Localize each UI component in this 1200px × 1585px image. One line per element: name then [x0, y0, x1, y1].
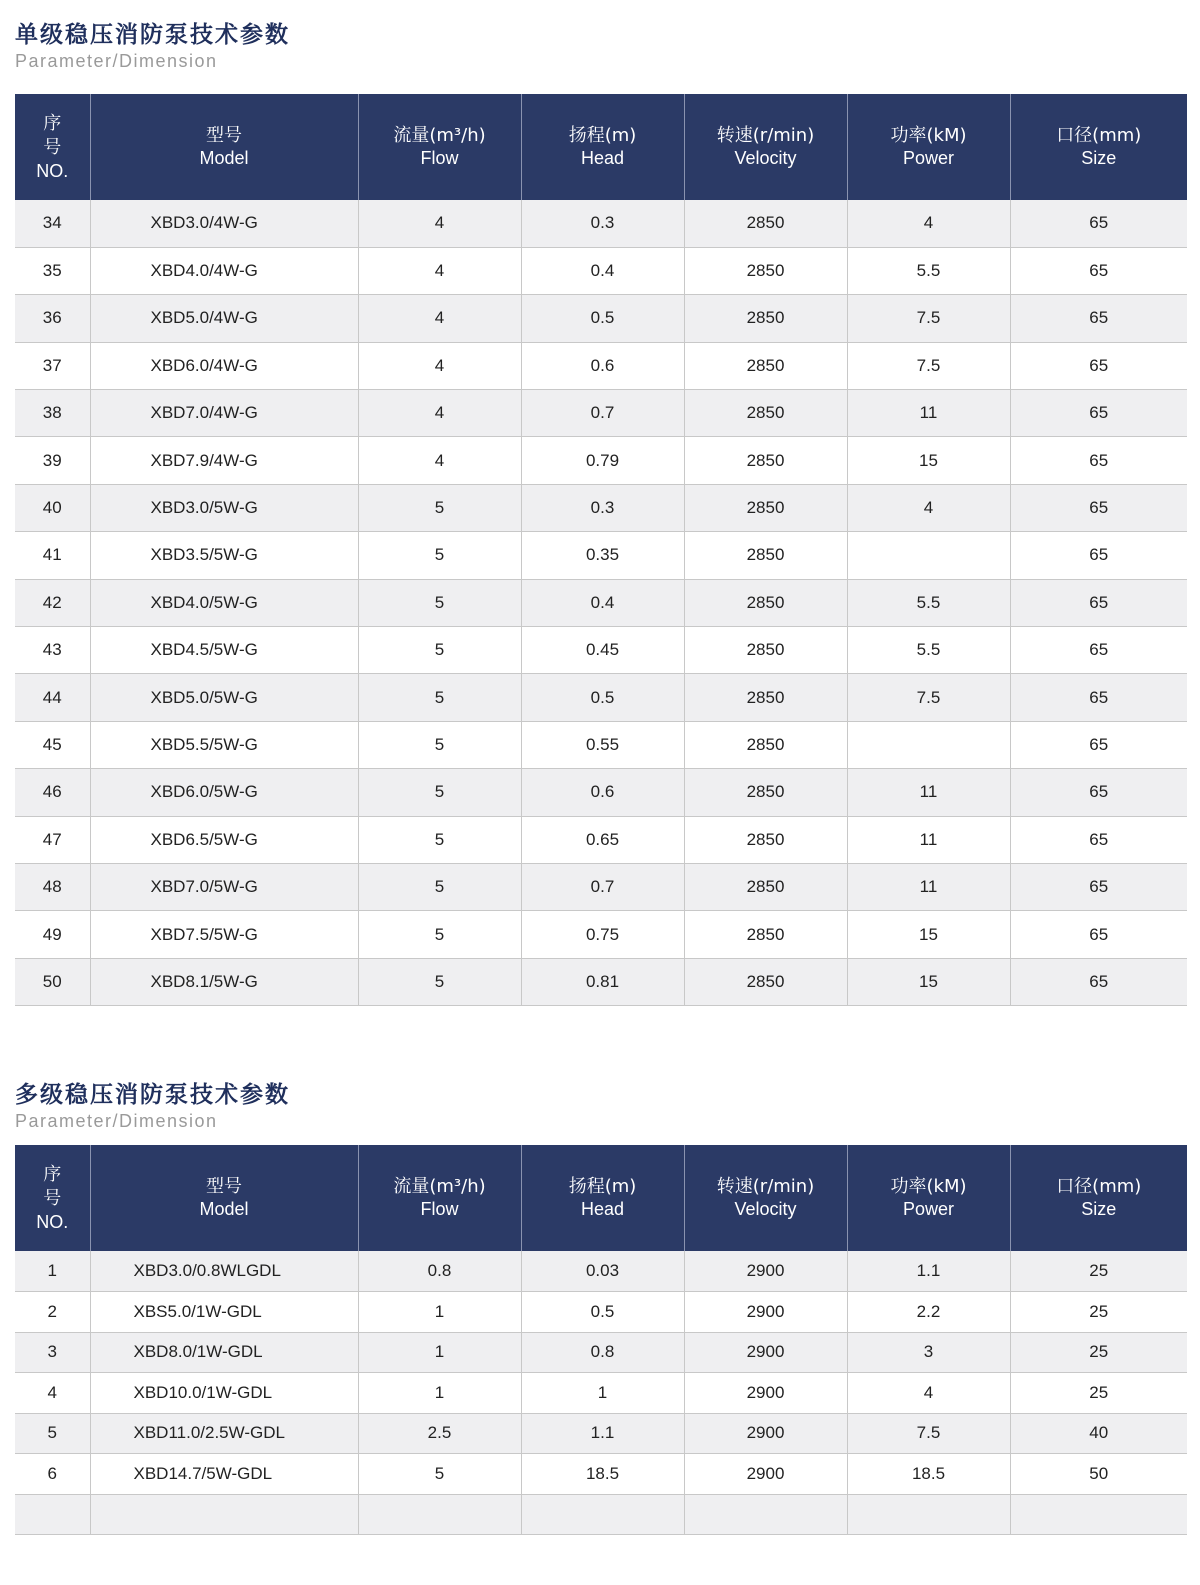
cell-power — [847, 1494, 1010, 1535]
header-no — [15, 1145, 90, 1251]
cell-power: 4 — [847, 1373, 1010, 1414]
cell-velocity: 2850 — [684, 390, 847, 437]
cell-head: 0.8 — [521, 1332, 684, 1373]
cell-head: 1 — [521, 1373, 684, 1414]
cell-flow: 1 — [358, 1332, 521, 1373]
cell-power: 11 — [847, 863, 1010, 910]
cell-no: 42 — [15, 579, 90, 626]
table-wrapper — [15, 1145, 1187, 1535]
cell-size: 65 — [1010, 247, 1187, 294]
cell-flow: 5 — [358, 1454, 521, 1495]
header-velocity — [684, 94, 847, 200]
table-row — [15, 863, 1187, 910]
cell-velocity: 2850 — [684, 484, 847, 531]
cell-model: XBD14.7/5W-GDL — [90, 1454, 358, 1495]
cell-flow: 5 — [358, 816, 521, 863]
cell-velocity: 2900 — [684, 1454, 847, 1495]
cell-power: 7.5 — [847, 674, 1010, 721]
cell-velocity: 2850 — [684, 911, 847, 958]
cell-model: XBD6.5/5W-G — [90, 816, 358, 863]
cell-head: 0.03 — [521, 1251, 684, 1292]
cell-size: 65 — [1010, 769, 1187, 816]
cell-velocity: 2850 — [684, 721, 847, 768]
header-no-en: NO. — [36, 161, 69, 181]
table-row — [15, 579, 1187, 626]
table-wrapper — [15, 94, 1187, 1006]
header-model-cn: 型号 — [206, 125, 242, 146]
cell-velocity — [684, 1494, 847, 1535]
cell-size: 50 — [1010, 1454, 1187, 1495]
cell-size: 65 — [1010, 579, 1187, 626]
cell-no: 43 — [15, 627, 90, 674]
cell-power: 15 — [847, 958, 1010, 1005]
table-row — [15, 911, 1187, 958]
cell-model: XBD3.0/0.8WLGDL — [90, 1251, 358, 1292]
header-flow-cn: 流量(m³/h) — [393, 1176, 486, 1197]
cell-head: 0.7 — [521, 863, 684, 910]
header-flow — [358, 1145, 521, 1251]
cell-head: 0.35 — [521, 532, 684, 579]
cell-flow: 4 — [358, 200, 521, 247]
cell-size: 65 — [1010, 911, 1187, 958]
cell-flow: 4 — [358, 390, 521, 437]
cell-power: 4 — [847, 484, 1010, 531]
table-row — [15, 816, 1187, 863]
cell-power: 7.5 — [847, 342, 1010, 389]
cell-model: XBD4.0/4W-G — [90, 247, 358, 294]
cell-model: XBD3.5/5W-G — [90, 532, 358, 579]
cell-size: 25 — [1010, 1292, 1187, 1333]
cell-power: 2.2 — [847, 1292, 1010, 1333]
table-row — [15, 674, 1187, 721]
cell-no: 2 — [15, 1292, 90, 1333]
cell-model: XBD7.9/4W-G — [90, 437, 358, 484]
header-power-cn: 功率(kM) — [890, 125, 967, 146]
cell-velocity: 2850 — [684, 816, 847, 863]
header-head-en: Head — [580, 148, 625, 168]
cell-flow: 1 — [358, 1373, 521, 1414]
header-power-cn: 功率(kM) — [890, 1176, 967, 1197]
cell-no: 49 — [15, 911, 90, 958]
cell-size: 25 — [1010, 1251, 1187, 1292]
header-head — [521, 1145, 684, 1251]
section-subtitle: Parameter/Dimension — [15, 1111, 218, 1131]
header-no — [15, 94, 90, 200]
section-single-stage — [15, 20, 1187, 72]
cell-flow: 5 — [358, 532, 521, 579]
cell-model: XBD5.5/5W-G — [90, 721, 358, 768]
cell-velocity: 2900 — [684, 1251, 847, 1292]
cell-no: 36 — [15, 295, 90, 342]
cell-flow: 2.5 — [358, 1413, 521, 1454]
cell-head: 0.3 — [521, 484, 684, 531]
cell-model: XBD5.0/4W-G — [90, 295, 358, 342]
cell-head: 0.75 — [521, 911, 684, 958]
section-title: 多级稳压消防泵技术参数 — [15, 1082, 290, 1108]
cell-velocity: 2900 — [684, 1413, 847, 1454]
cell-head: 0.65 — [521, 816, 684, 863]
cell-model: XBD5.0/5W-G — [90, 674, 358, 721]
table-row — [15, 437, 1187, 484]
cell-flow: 0.8 — [358, 1251, 521, 1292]
cell-power — [847, 532, 1010, 579]
header-velocity-cn: 转速(r/min) — [716, 125, 815, 146]
header-no-cn: 序号 — [43, 1164, 62, 1209]
header-velocity-en: Velocity — [734, 1199, 797, 1219]
section-title: 单级稳压消防泵技术参数 — [15, 22, 290, 48]
cell-power: 11 — [847, 390, 1010, 437]
header-head — [521, 94, 684, 200]
cell-size — [1010, 1494, 1187, 1535]
cell-no: 37 — [15, 342, 90, 389]
cell-size: 65 — [1010, 532, 1187, 579]
table-row — [15, 247, 1187, 294]
cell-no: 45 — [15, 721, 90, 768]
cell-head: 0.6 — [521, 769, 684, 816]
cell-size: 40 — [1010, 1413, 1187, 1454]
cell-no: 34 — [15, 200, 90, 247]
cell-head: 0.7 — [521, 390, 684, 437]
cell-velocity: 2850 — [684, 200, 847, 247]
cell-flow: 5 — [358, 579, 521, 626]
cell-power: 3 — [847, 1332, 1010, 1373]
cell-power: 18.5 — [847, 1454, 1010, 1495]
cell-head: 1.1 — [521, 1413, 684, 1454]
header-power — [847, 1145, 1010, 1251]
table-row — [15, 1454, 1187, 1495]
header-head-cn: 扬程(m) — [568, 125, 637, 146]
header-size-en: Size — [1081, 148, 1117, 168]
cell-model: XBD4.5/5W-G — [90, 627, 358, 674]
header-velocity-en: Velocity — [734, 148, 797, 168]
cell-flow — [358, 1494, 521, 1535]
section-subtitle: Parameter/Dimension — [15, 51, 218, 71]
cell-size: 65 — [1010, 721, 1187, 768]
table-row — [15, 295, 1187, 342]
header-model-cn: 型号 — [206, 1176, 242, 1197]
cell-flow: 1 — [358, 1292, 521, 1333]
cell-model: XBD3.0/5W-G — [90, 484, 358, 531]
cell-power: 5.5 — [847, 247, 1010, 294]
cell-head: 18.5 — [521, 1454, 684, 1495]
cell-head: 0.55 — [521, 721, 684, 768]
cell-head: 0.6 — [521, 342, 684, 389]
table-row — [15, 1332, 1187, 1373]
cell-flow: 5 — [358, 769, 521, 816]
cell-flow: 4 — [358, 295, 521, 342]
header-model — [90, 1145, 358, 1251]
cell-velocity: 2850 — [684, 674, 847, 721]
table-row — [15, 721, 1187, 768]
cell-power: 15 — [847, 911, 1010, 958]
cell-head: 0.5 — [521, 1292, 684, 1333]
cell-flow: 5 — [358, 627, 521, 674]
table-row — [15, 1373, 1187, 1414]
cell-no: 41 — [15, 532, 90, 579]
cell-velocity: 2850 — [684, 769, 847, 816]
cell-no: 46 — [15, 769, 90, 816]
table-row — [15, 200, 1187, 247]
section-multi-stage — [15, 1080, 1187, 1132]
header-velocity-cn: 转速(r/min) — [716, 1176, 815, 1197]
cell-size: 65 — [1010, 200, 1187, 247]
header-power — [847, 94, 1010, 200]
cell-power: 5.5 — [847, 627, 1010, 674]
cell-flow: 5 — [358, 911, 521, 958]
table-row — [15, 342, 1187, 389]
cell-size: 65 — [1010, 342, 1187, 389]
cell-model: XBD7.0/4W-G — [90, 390, 358, 437]
header-flow-en: Flow — [420, 1199, 459, 1219]
cell-size: 65 — [1010, 627, 1187, 674]
cell-no: 40 — [15, 484, 90, 531]
cell-flow: 5 — [358, 674, 521, 721]
cell-velocity: 2850 — [684, 437, 847, 484]
cell-no: 39 — [15, 437, 90, 484]
header-flow-en: Flow — [420, 148, 459, 168]
header-no-cn: 序号 — [43, 113, 62, 158]
cell-velocity: 2850 — [684, 579, 847, 626]
cell-model: XBD7.5/5W-G — [90, 911, 358, 958]
table-row — [15, 958, 1187, 1005]
cell-model: XBD3.0/4W-G — [90, 200, 358, 247]
cell-model: XBD10.0/1W-GDL — [90, 1373, 358, 1414]
table-header-row — [15, 1145, 1187, 1251]
table-row — [15, 1251, 1187, 1292]
cell-size: 25 — [1010, 1373, 1187, 1414]
cell-model — [90, 1494, 358, 1535]
cell-velocity: 2900 — [684, 1292, 847, 1333]
header-model-en: Model — [199, 148, 249, 168]
cell-no: 3 — [15, 1332, 90, 1373]
cell-head: 0.5 — [521, 295, 684, 342]
header-size-cn: 口径(mm) — [1056, 125, 1142, 146]
cell-no — [15, 1494, 90, 1535]
header-model-en: Model — [199, 1199, 249, 1219]
cell-no: 44 — [15, 674, 90, 721]
cell-flow: 4 — [358, 247, 521, 294]
cell-no: 6 — [15, 1454, 90, 1495]
cell-no: 1 — [15, 1251, 90, 1292]
params-table-multi-stage — [15, 1145, 1187, 1535]
cell-flow: 4 — [358, 437, 521, 484]
params-table-single-stage — [15, 94, 1187, 1006]
cell-velocity: 2850 — [684, 627, 847, 674]
table-row — [15, 627, 1187, 674]
cell-no: 35 — [15, 247, 90, 294]
header-power-en: Power — [902, 1199, 955, 1219]
header-no-en: NO. — [36, 1212, 69, 1232]
cell-head: 0.5 — [521, 674, 684, 721]
cell-size: 65 — [1010, 484, 1187, 531]
table-body — [15, 1251, 1187, 1535]
header-size-en: Size — [1081, 1199, 1117, 1219]
cell-velocity: 2850 — [684, 958, 847, 1005]
cell-power: 5.5 — [847, 579, 1010, 626]
table-body — [15, 200, 1187, 1006]
cell-model: XBD8.0/1W-GDL — [90, 1332, 358, 1373]
cell-power: 7.5 — [847, 1413, 1010, 1454]
cell-flow: 5 — [358, 721, 521, 768]
cell-flow: 5 — [358, 484, 521, 531]
cell-velocity: 2900 — [684, 1373, 847, 1414]
cell-model: XBS5.0/1W-GDL — [90, 1292, 358, 1333]
cell-size: 65 — [1010, 816, 1187, 863]
cell-head: 0.45 — [521, 627, 684, 674]
cell-velocity: 2850 — [684, 863, 847, 910]
cell-head: 0.79 — [521, 437, 684, 484]
header-size — [1010, 1145, 1187, 1251]
cell-head: 0.3 — [521, 200, 684, 247]
table-row — [15, 532, 1187, 579]
table-row — [15, 769, 1187, 816]
table-header-row — [15, 94, 1187, 200]
header-size-cn: 口径(mm) — [1056, 1176, 1142, 1197]
cell-size: 65 — [1010, 390, 1187, 437]
header-velocity — [684, 1145, 847, 1251]
header-head-en: Head — [580, 1199, 625, 1219]
cell-no: 5 — [15, 1413, 90, 1454]
cell-power: 4 — [847, 200, 1010, 247]
cell-no: 4 — [15, 1373, 90, 1414]
cell-size: 65 — [1010, 674, 1187, 721]
cell-velocity: 2850 — [684, 247, 847, 294]
cell-size: 65 — [1010, 958, 1187, 1005]
cell-head — [521, 1494, 684, 1535]
cell-size: 65 — [1010, 295, 1187, 342]
cell-power: 15 — [847, 437, 1010, 484]
cell-size: 65 — [1010, 863, 1187, 910]
cell-model: XBD8.1/5W-G — [90, 958, 358, 1005]
table-row — [15, 1494, 1187, 1535]
cell-power: 1.1 — [847, 1251, 1010, 1292]
cell-flow: 5 — [358, 863, 521, 910]
cell-head: 0.81 — [521, 958, 684, 1005]
cell-head: 0.4 — [521, 247, 684, 294]
table-row — [15, 484, 1187, 531]
cell-no: 38 — [15, 390, 90, 437]
table-row — [15, 1292, 1187, 1333]
cell-size: 25 — [1010, 1332, 1187, 1373]
cell-head: 0.4 — [521, 579, 684, 626]
cell-size: 65 — [1010, 437, 1187, 484]
cell-power: 7.5 — [847, 295, 1010, 342]
cell-model: XBD7.0/5W-G — [90, 863, 358, 910]
cell-no: 50 — [15, 958, 90, 1005]
header-size — [1010, 94, 1187, 200]
header-power-en: Power — [902, 148, 955, 168]
cell-power: 11 — [847, 769, 1010, 816]
cell-velocity: 2900 — [684, 1332, 847, 1373]
cell-velocity: 2850 — [684, 342, 847, 389]
header-flow-cn: 流量(m³/h) — [393, 125, 486, 146]
cell-no: 47 — [15, 816, 90, 863]
cell-no: 48 — [15, 863, 90, 910]
cell-model: XBD6.0/5W-G — [90, 769, 358, 816]
header-head-cn: 扬程(m) — [568, 1176, 637, 1197]
table-row — [15, 1413, 1187, 1454]
header-flow — [358, 94, 521, 200]
header-model — [90, 94, 358, 200]
cell-model: XBD4.0/5W-G — [90, 579, 358, 626]
cell-flow: 4 — [358, 342, 521, 389]
cell-velocity: 2850 — [684, 532, 847, 579]
cell-power: 11 — [847, 816, 1010, 863]
table-row — [15, 390, 1187, 437]
cell-velocity: 2850 — [684, 295, 847, 342]
cell-model: XBD6.0/4W-G — [90, 342, 358, 389]
cell-flow: 5 — [358, 958, 521, 1005]
cell-power — [847, 721, 1010, 768]
cell-model: XBD11.0/2.5W-GDL — [90, 1413, 358, 1454]
